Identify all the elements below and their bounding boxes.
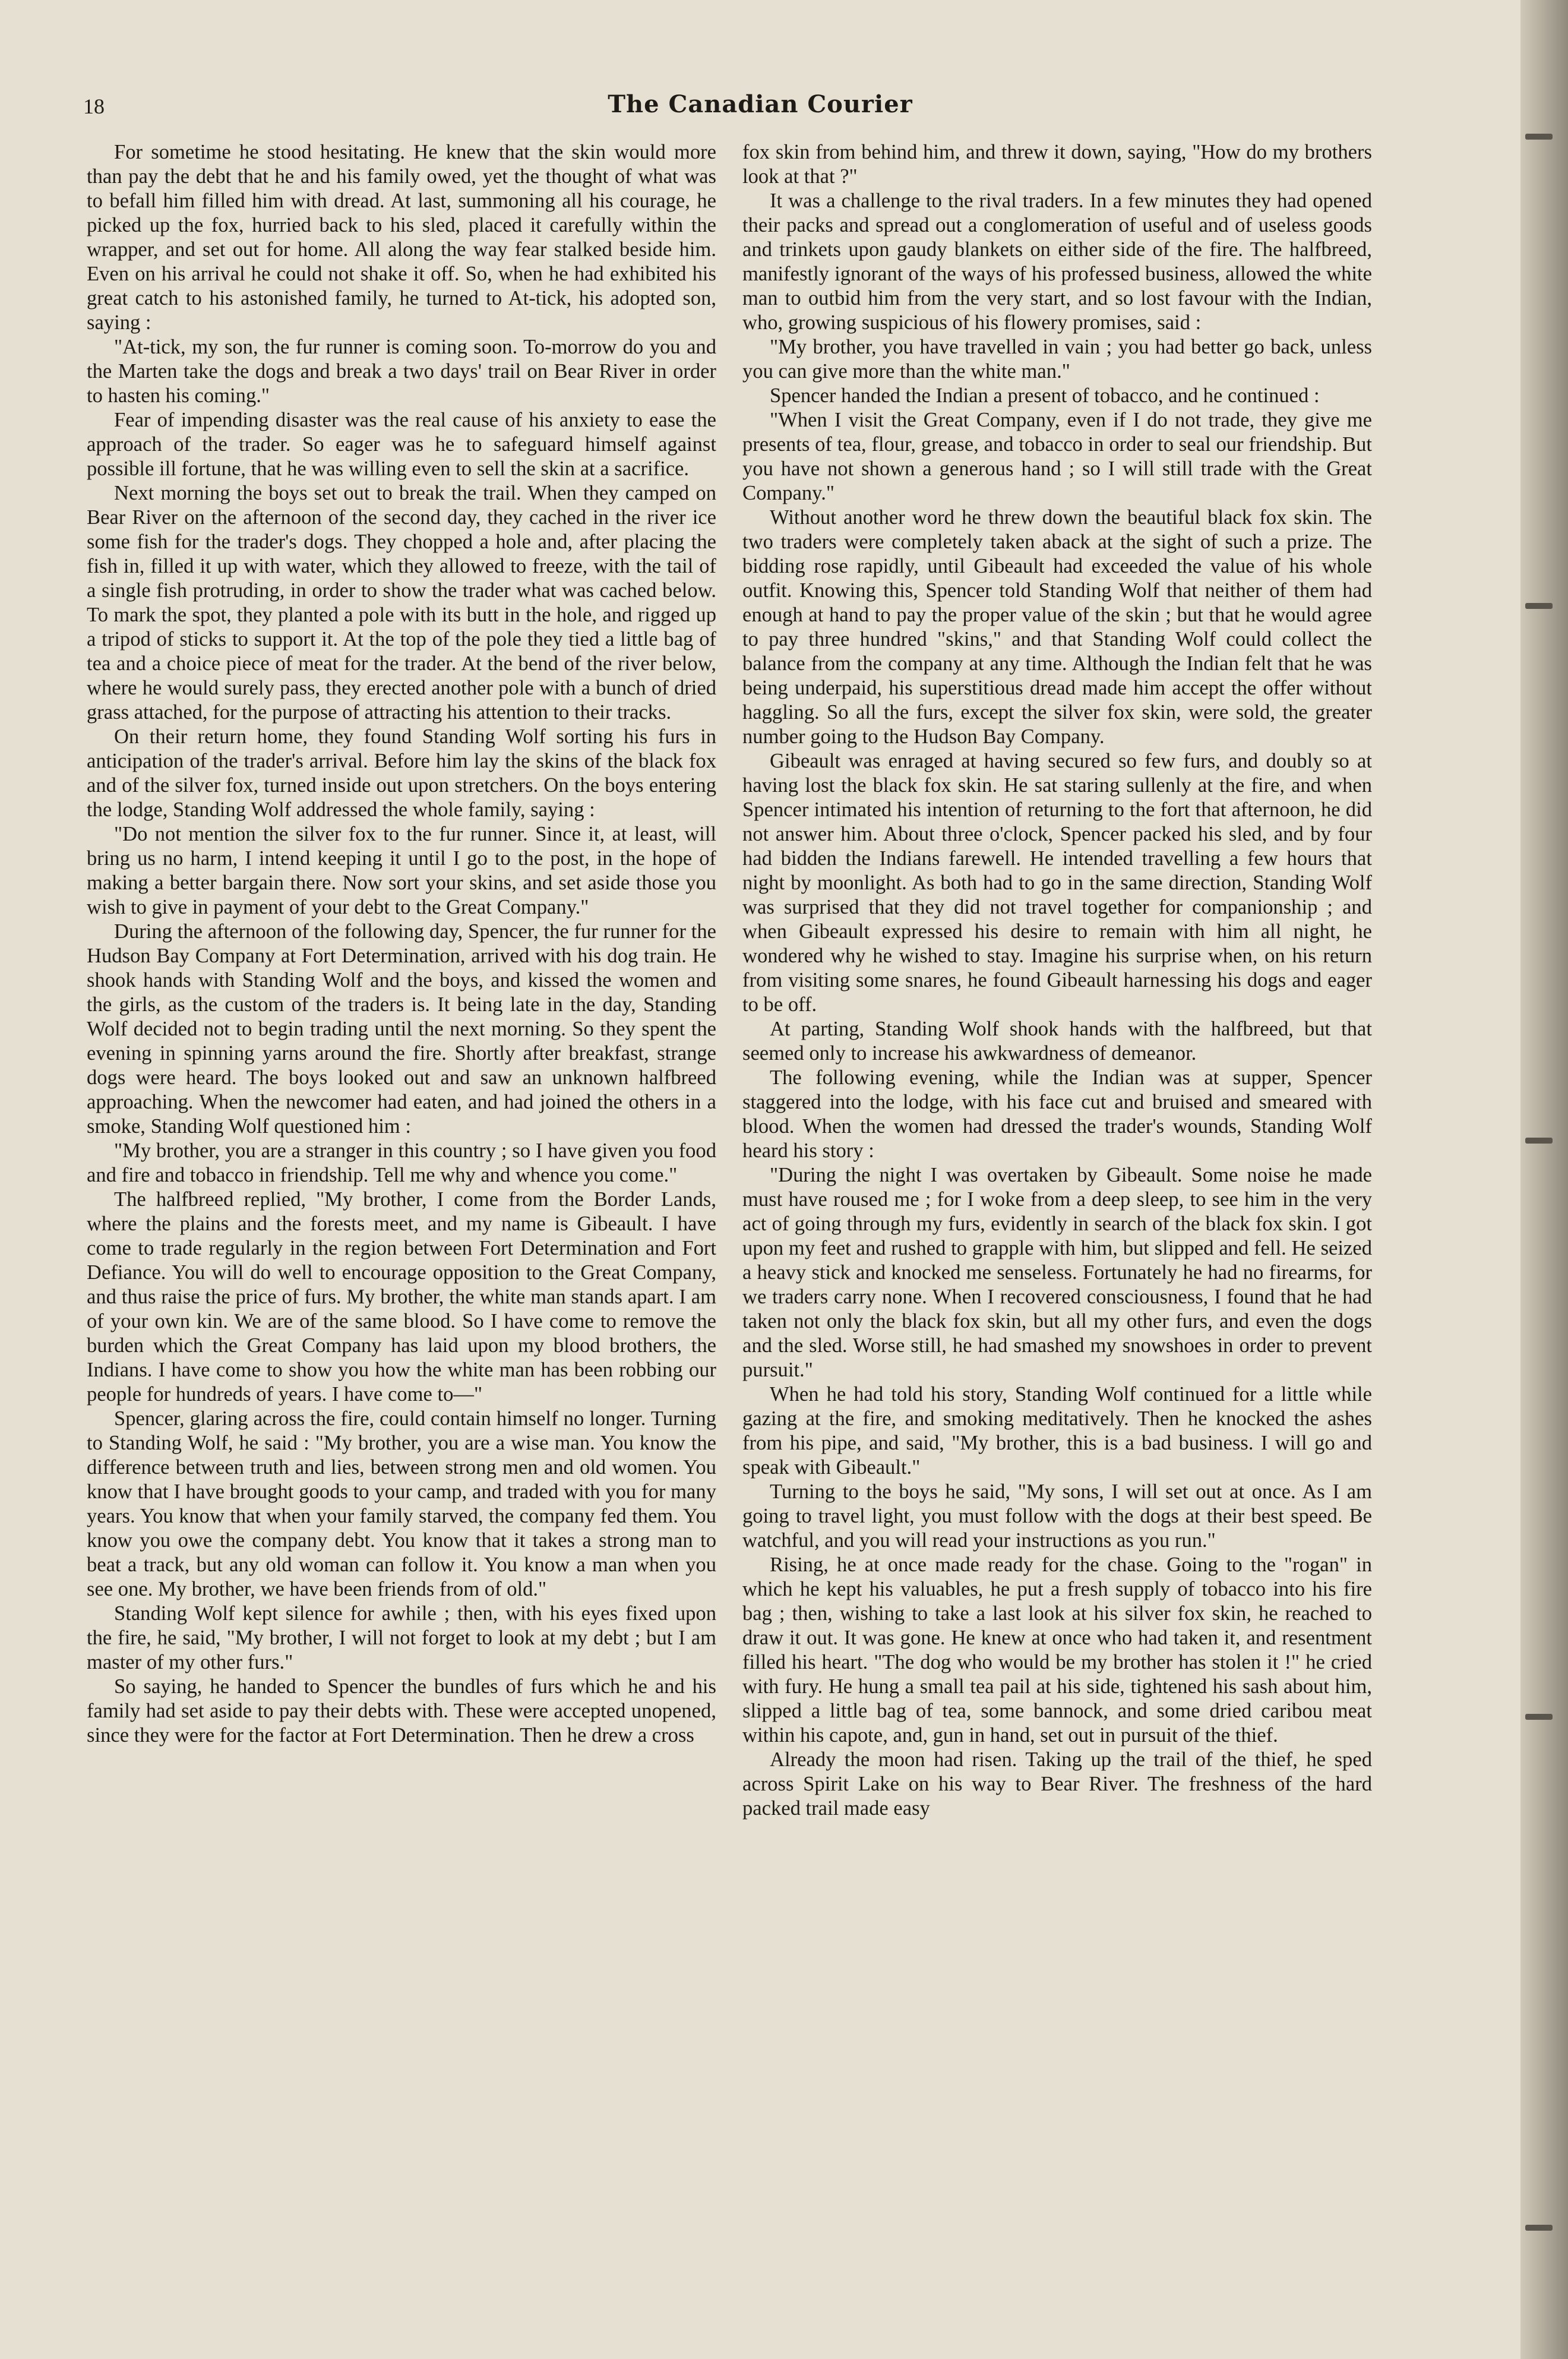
paragraph: "During the night I was overtaken by Gibeault. Some noise he made must have roused me ; for I woke from a deep sleep, to see him in the very act of going through my furs, evidently in search of the black fox skin. I got upon my feet and rushed to grapple with him, but slipped and fell. He seized a heavy stick and knocked me senseless. Fortunately he had no firearms, for we traders carry none. When I recovered consciousness, I found that he had taken not only the black fox skin, but all my other furs, and even the dogs and the sled. Worse still, he had smashed my snowshoes in order to prevent pursuit." — [742, 1164, 1372, 1381]
paragraph: So saying, he handed to Spencer the bundles of furs which he and his family had set aside to pay their debts with. These were accepted unopened, since they were for the factor at Fort Determination. Then he drew a cross — [87, 1675, 716, 1747]
paragraph: "My brother, you have travelled in vain ; you had better go back, unless you can give more than the white man." — [742, 336, 1372, 383]
binding-staple — [1525, 1714, 1553, 1720]
paragraph: Without another word he threw down the beautiful black fox skin. The two traders were completely taken aback at the sight of such a prize. The bidding rose rapidly, until Gibeault had exceeded the value of his whole outfit. Knowing this, Spencer told Standing Wolf that neither of them had enough at hand to pay the proper value of the skin ; but that he would agree to pay three hundred "skins," and that Standing Wolf could collect the balance from the company at any time. Although the Indian felt that he was being underpaid, his superstitious dread made him accept the offer without haggling. So all the furs, except the silver fox skin, were sold, the greater number going to the Hudson Bay Company. — [742, 506, 1372, 748]
binding-staple — [1525, 1138, 1553, 1144]
paragraph: "My brother, you are a stranger in this country ; so I have given you food and fire and tobacco in friendship. Tell me why and whence you come." — [87, 1139, 716, 1186]
paragraph: "When I visit the Great Company, even if I do not trade, they give me presents of tea, flour, grease, and tobacco in order to seal our friendship. But you have not shown a generous hand ; so I will still trade with the Great Company." — [742, 409, 1372, 504]
paragraph: Standing Wolf kept silence for awhile ; then, with his eyes fixed upon the fire, he said, "My brother, I will not forget to look at my debt ; but I am master of my other furs." — [87, 1602, 716, 1673]
paragraph: At parting, Standing Wolf shook hands with the halfbreed, but that seemed only to increase his awkwardness of demeanor. — [742, 1018, 1372, 1065]
paragraph: The halfbreed replied, "My brother, I come from the Border Lands, where the plains and the forests meet, and my name is Gibeault. I have come to trade regularly in the region between Fort Determination and Fort Defiance. You will do well to encourage opposition to the Great Company, and thus raise the price of furs. My brother, the white man stands apart. I am of your own kin. We are of the same blood. So I have come to remove the burden which the Great Company has laid upon my blood brothers, the Indians. I have come to show you how the white man has been robbing our people for hundreds of years. I have come to—" — [87, 1188, 716, 1406]
paragraph: When he had told his story, Standing Wolf continued for a little while gazing at the fire, and smoking meditatively. Then he knocked the ashes from his pipe, and said, "My brother, this is a bad business. I will go and speak with Gibeault." — [742, 1383, 1372, 1479]
page-binding-edge — [1520, 0, 1568, 2359]
page-number: 18 — [83, 94, 105, 118]
paragraph: Already the moon had risen. Taking up the trail of the thief, he sped across Spirit Lake on his way to Bear River. The freshness of the hard packed trail made easy — [742, 1748, 1372, 1820]
paragraph: On their return home, they found Standing Wolf sorting his furs in anticipation of the trader's arrival. Before him lay the skins of the black fox and of the silver fox, turned inside out upon stretchers. On the boys entering the lodge, Standing Wolf addressed the whole family, saying : — [87, 725, 716, 821]
paragraph: For sometime he stood hesitating. He knew that the skin would more than pay the debt that he and his family owed, yet the thought of what was to befall him filled him with dread. At last, summoning all his courage, he picked up the fox, hurried back to his sled, placed it carefully within the wrapper, and set out for home. All along the way fear stalked beside him. Even on his arrival he could not shake it off. So, when he had exhibited his great catch to his astonished family, he turned to At-tick, his adopted son, saying : — [87, 141, 716, 334]
paragraph: Next morning the boys set out to break the trail. When they camped on Bear River on the afternoon of the second day, they cached in the river ice some fish for the trader's dogs. They chopped a hole and, after placing the fish in, filled it up with water, which they allowed to freeze, with the tail of a single fish protruding, in order to show the trader what was cached below. To mark the spot, they planted a pole with its butt in the hole, and rigged up a tripod of sticks to support it. At the top of the pole they tied a little bag of tea and a choice piece of meat for the trader. At the bend of the river below, where he would surely pass, they erected another pole with a bunch of dried grass attached, for the purpose of attracting his attention to their tracks. — [87, 482, 716, 724]
paragraph: Spencer, glaring across the fire, could contain himself no longer. Turning to Standing Wolf, he said : "My brother, you are a wise man. You know the difference between truth and lies, between strong men and old women. You know that I have brought goods to your camp, and traded with you for many years. You know that when your family starved, the company fed them. You know you owe the company debt. You know that it takes a strong man to beat a track, but any old woman can follow it. You know a man when you see one. My brother, we have been friends from of old." — [87, 1407, 716, 1600]
publication-title: The Canadian Courier — [608, 90, 913, 118]
binding-staple — [1525, 603, 1553, 609]
paragraph: Turning to the boys he said, "My sons, I will set out at once. As I am going to travel light, you must follow with the dogs at their best speed. Be watchful, and you will read your instructions as you run." — [742, 1480, 1372, 1552]
right-column — [742, 140, 1372, 2291]
paragraph: "Do not mention the silver fox to the fur runner. Since it, at least, will bring us no harm, I intend keeping it until I go to the post, in the hope of making a better bargain there. Now sort your skins, and set aside those you wish to give in payment of your debt to the Great Company." — [87, 823, 716, 918]
paragraph: Fear of impending disaster was the real cause of his anxiety to ease the approach of the trader. So eager was he to safeguard himself against possible ill fortune, that he was willing even to sell the skin at a sacrifice. — [87, 409, 716, 480]
paragraph: Rising, he at once made ready for the chase. Going to the "rogan" in which he kept his valuables, he put a fresh supply of tobacco into his fire bag ; then, wishing to take a last look at his silver fox skin, he reached to draw it out. It was gone. He knew at once who had taken it, and resentment filled his heart. "The dog who would be my brother has stolen it !" he cried with fury. He hung a small tea pail at his side, tightened his sash about him, slipped a little bag of tea, some bannock, and some dried caribou meat within his capote, and, gun in hand, set out in pursuit of the thief. — [742, 1553, 1372, 1747]
paragraph: It was a challenge to the rival traders. In a few minutes they had opened their packs and spread out a conglomeration of useful and of useless goods and trinkets upon gaudy blankets on either side of the fire. The halfbreed, manifestly ignorant of the ways of his professed business, allowed the white man to outbid him from the very start, and so lost favour with the Indian, who, growing suspicious of his flowery promises, said : — [742, 190, 1372, 334]
paragraph-continued: fox skin from behind him, and threw it down, saying, "How do my brothers look at that ?" — [742, 141, 1372, 188]
paragraph: During the afternoon of the following day, Spencer, the fur runner for the Hudson Bay Company at Fort Determination, arrived with his dog train. He shook hands with Standing Wolf and the boys, and kissed the women and the girls, as the custom of the traders is. It being late in the day, Standing Wolf decided not to begin trading until the next morning. So they spent the evening in spinning yarns around the fire. Shortly after breakfast, strange dogs were heard. The boys looked out and saw an unknown halfbreed approaching. When the newcomer had eaten, and had joined the others in a smoke, Standing Wolf questioned him : — [87, 920, 716, 1138]
paragraph: Gibeault was enraged at having secured so few furs, and doubly so at having lost the black fox skin. He sat staring sullenly at the fire, and when Spencer intimated his intention of returning to the fort that afternoon, he did not answer him. About three o'clock, Spencer packed his sled, and by four had bidden the Indians farewell. He intended travelling a few hours that night by moonlight. As both had to go in the same direction, Standing Wolf was surprised that they did not travel together for companionship ; and when Gibeault expressed his desire to remain with him all night, he wondered why he wished to stay. Imagine his surprise when, on his return from visiting some snares, he found Gibeault harnessing his dogs and eager to be off. — [742, 750, 1372, 1016]
left-column — [87, 140, 716, 2291]
binding-staple — [1525, 2225, 1553, 2231]
paragraph: "At-tick, my son, the fur runner is coming soon. To-morrow do you and the Marten take the dogs and break a two days' trail on Bear River in order to hasten his coming." — [87, 336, 716, 407]
paragraph: The following evening, while the Indian was at supper, Spencer staggered into the lodge, with his face cut and bruised and smeared with blood. When the women had dressed the trader's wounds, Standing Wolf heard his story : — [742, 1066, 1372, 1162]
paragraph: Spencer handed the Indian a present of tobacco, and he continued : — [770, 384, 1320, 407]
binding-staple — [1525, 134, 1553, 140]
